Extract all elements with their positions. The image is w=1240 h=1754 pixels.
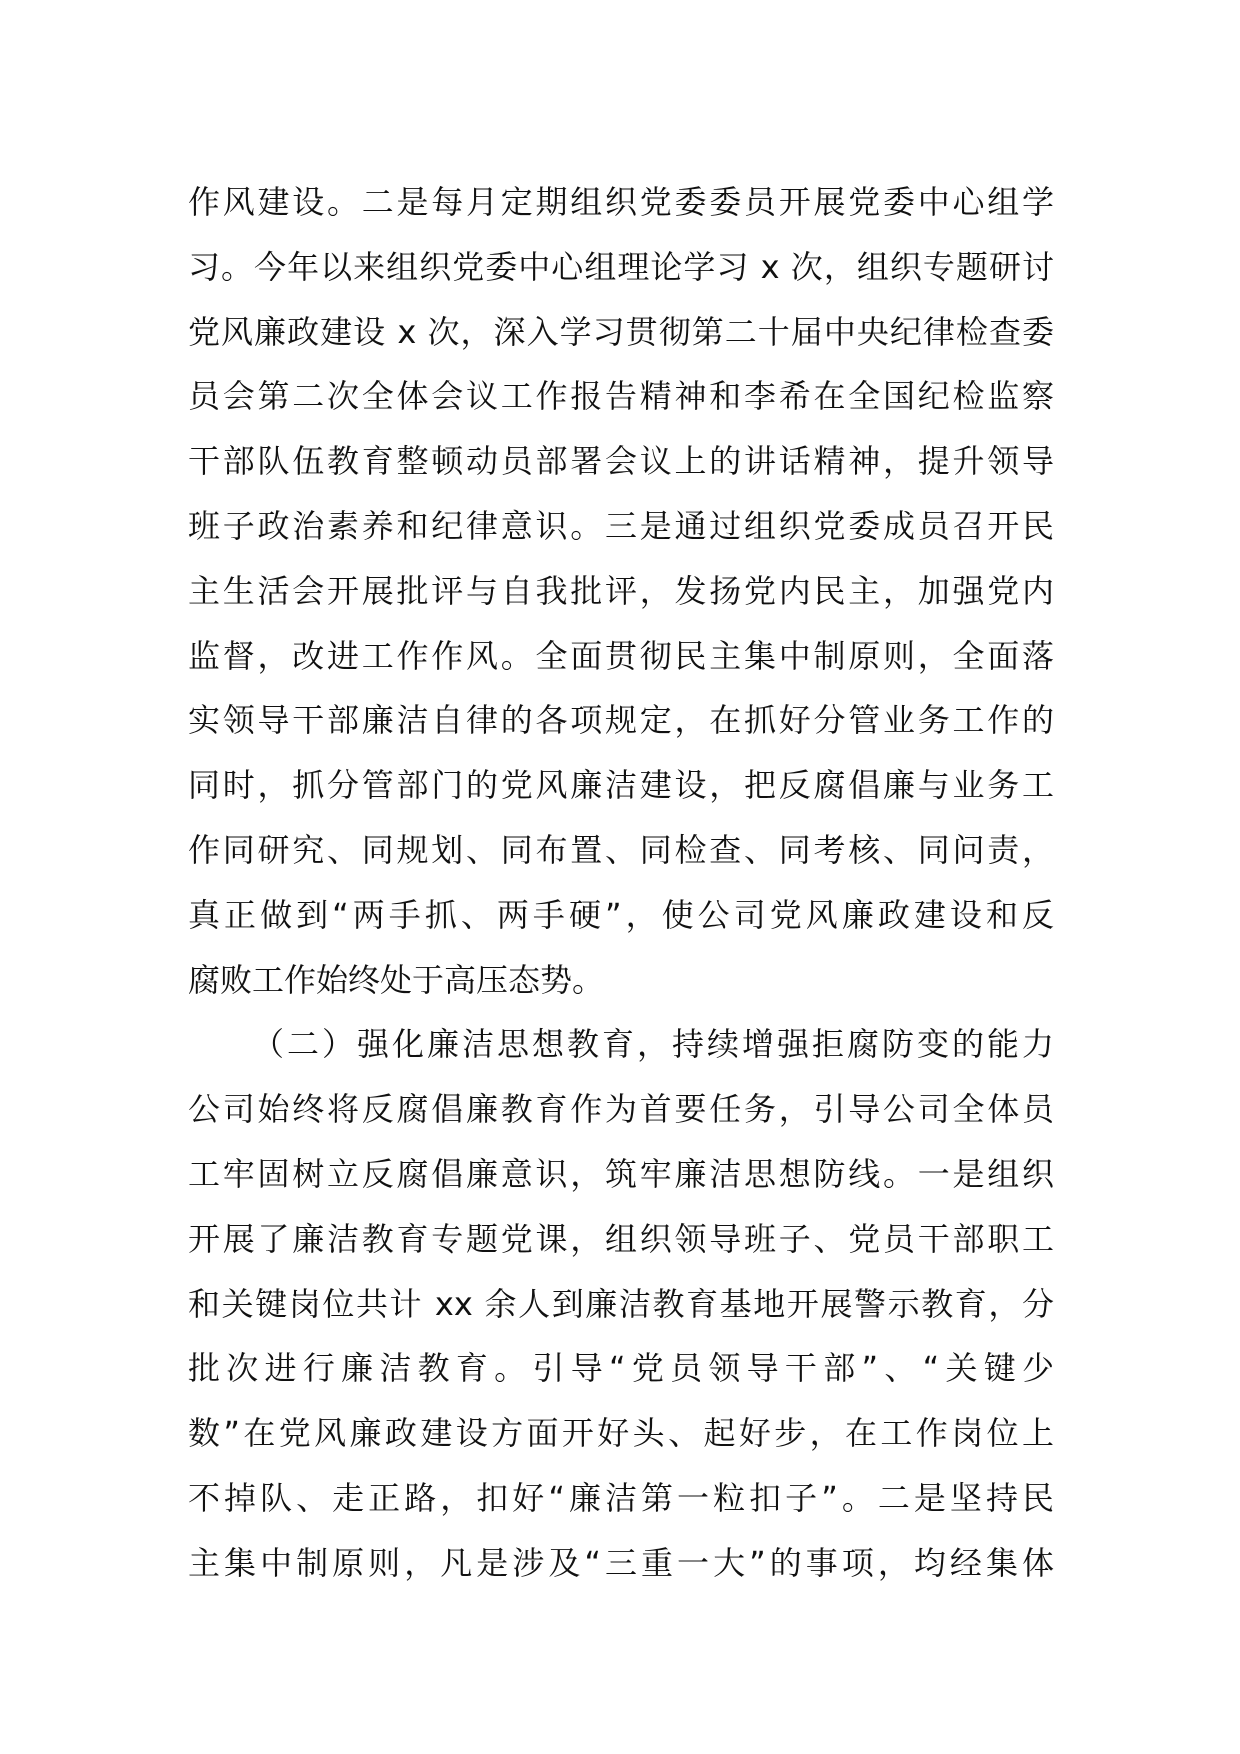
text-line-16: 工牢固树立反腐倡廉意识，筑牢廉洁思想防线。一是组织	[188, 1154, 1054, 1193]
text-line-13: 腐败工作始终处于高压态势。	[188, 960, 605, 999]
text-line-11: 作同研究、同规划、同布置、同检查、同考核、同问责，	[188, 830, 1054, 869]
text-line-8: 监督，改进工作作风。全面贯彻民主集中制原则，全面落	[188, 636, 1054, 675]
section-heading: （二）强化廉洁思想教育，持续增强拒腐防变的能力	[252, 1025, 1054, 1064]
text-line-17: 开展了廉洁教育专题党课，组织领导班子、党员干部职工	[188, 1219, 1054, 1258]
text-line-22: 主集中制原则，凡是涉及“三重一大”的事项，均经集体	[188, 1543, 1054, 1582]
text-line-5: 干部队伍教育整顿动员部署会议上的讲话精神，提升领导	[188, 442, 1054, 481]
document-body	[188, 170, 1054, 1596]
text-line-18: 和关键岗位共计 xx 余人到廉洁教育基地开展警示教育，分	[188, 1284, 1054, 1323]
text-line-21: 不掉队、走正路，扣好“廉洁第一粒扣子”。二是坚持民	[188, 1478, 1054, 1517]
text-line-19: 批次进行廉洁教育。引导“党员领导干部”、“关键少	[188, 1349, 1054, 1388]
text-line-3: 党风廉政建设 x 次，深入学习贯彻第二十届中央纪律检查委	[188, 312, 1054, 351]
text-line-15: 公司始终将反腐倡廉教育作为首要任务，引导公司全体员	[188, 1090, 1054, 1129]
text-line-12: 真正做到“两手抓、两手硬”，使公司党风廉政建设和反	[188, 895, 1054, 934]
text-line-9: 实领导干部廉洁自律的各项规定，在抓好分管业务工作的	[188, 701, 1054, 740]
text-line-7: 主生活会开展批评与自我批评，发扬党内民主，加强党内	[188, 571, 1054, 610]
text-line-20: 数”在党风廉政建设方面开好头、起好步，在工作岗位上	[188, 1414, 1054, 1453]
text-line-2: 习。今年以来组织党委中心组理论学习 x 次，组织专题研讨	[188, 247, 1054, 286]
text-line-10: 同时，抓分管部门的党风廉洁建设，把反腐倡廉与业务工	[188, 766, 1054, 805]
text-line-1: 作风建设。二是每月定期组织党委委员开展党委中心组学	[188, 183, 1054, 221]
text-line-4: 员会第二次全体会议工作报告精神和李希在全国纪检监察	[188, 377, 1054, 416]
text-line-6: 班子政治素养和纪律意识。三是通过组织党委成员召开民	[188, 506, 1054, 545]
